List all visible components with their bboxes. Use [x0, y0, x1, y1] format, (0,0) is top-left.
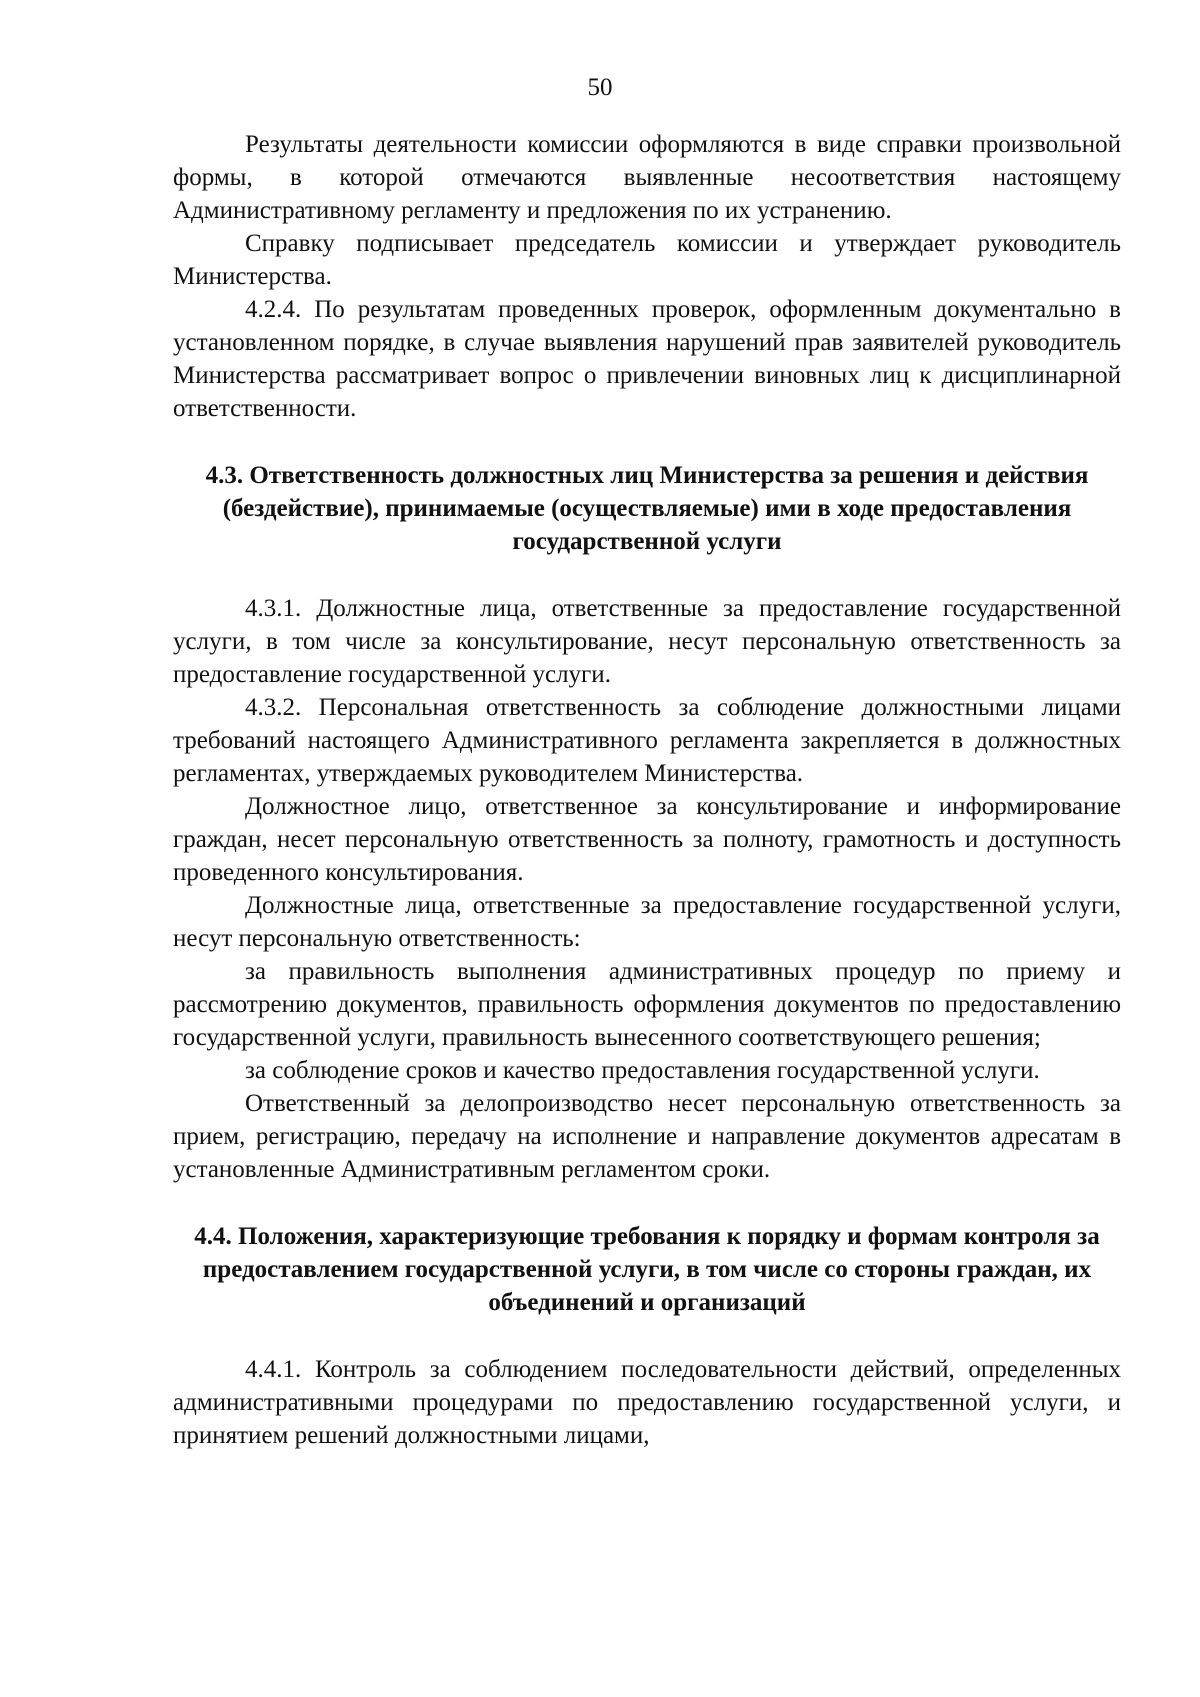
paragraph-4-4-1: 4.4.1. Контроль за соблюдением последовательности действий, определенных административными процедурами по предоставлению государственной услуги, и принятием решений должностными лицами,: [173, 1356, 1121, 1449]
paragraph-certificate-signing: Справку подписывает председатель комиссии и утверждает руководитель Министерства.: [173, 230, 1121, 290]
paragraph-4-3-2: 4.3.2. Персональная ответственность за соблюдение должностными лицами требований настоящего Административного регламента закрепляется в должностных регламентах, утверждаемых руководителем Министерства.: [173, 694, 1121, 787]
paragraph-deadlines-quality: за соблюдение сроков и качество предоставления государственной услуги.: [245, 1057, 1040, 1084]
paragraph-consultation-responsibility: Должностное лицо, ответственное за консультирование и информирование граждан, несет персональную ответственность за полноту, грамотность и доступность проведенного консультирования.: [173, 793, 1121, 886]
paragraph-4-3-1: 4.3.1. Должностные лица, ответственные за предоставление государственной услуги, в том числе за консультирование, несут персональную ответственность за предоставление государственной услуги.: [173, 595, 1121, 688]
paragraph-4-2-4: 4.2.4. По результатам проведенных проверок, оформленным документально в установленном порядке, в случае выявления нарушений прав заявителей руководитель Министерства рассматривает вопрос о привлечении виновных лиц к дисциплинарной ответственности.: [173, 296, 1121, 422]
page-number: 50: [587, 74, 613, 101]
paragraph-records-management: Ответственный за делопроизводство несет персональную ответственность за прием, регистрацию, передачу на исполнение и направление документов адресатам в установленные Административным регламентом сроки.: [173, 1090, 1121, 1183]
paragraph-commission-results: Результаты деятельности комиссии оформляются в виде справки произвольной формы, в которой отмечаются выявленные несоответствия настоящему Административному регламенту и предложения по их устранению.: [173, 131, 1121, 224]
paragraph-procedure-correctness: за правильность выполнения административных процедур по приему и рассмотрению документов, правильность оформления документов по предоставлению государственной услуги, правильность вынесенного соответствующего решения;: [173, 958, 1121, 1051]
section-heading-4-3: 4.3. Ответственность должностных лиц Министерства за решения и действия (бездействие), принимаемые (осуществляемые) ими в ходе предоставления государственной услуги: [205, 462, 1089, 555]
document-body: [173, 128, 1121, 1452]
section-heading-4-4: 4.4. Положения, характеризующие требования к порядку и формам контроля за предоставлением государственной услуги, в том числе со стороны граждан, их объединений и организаций: [194, 1223, 1100, 1316]
paragraph-officials-responsibility: Должностные лица, ответственные за предоставление государственной услуги, несут персональную ответственность:: [173, 892, 1121, 952]
